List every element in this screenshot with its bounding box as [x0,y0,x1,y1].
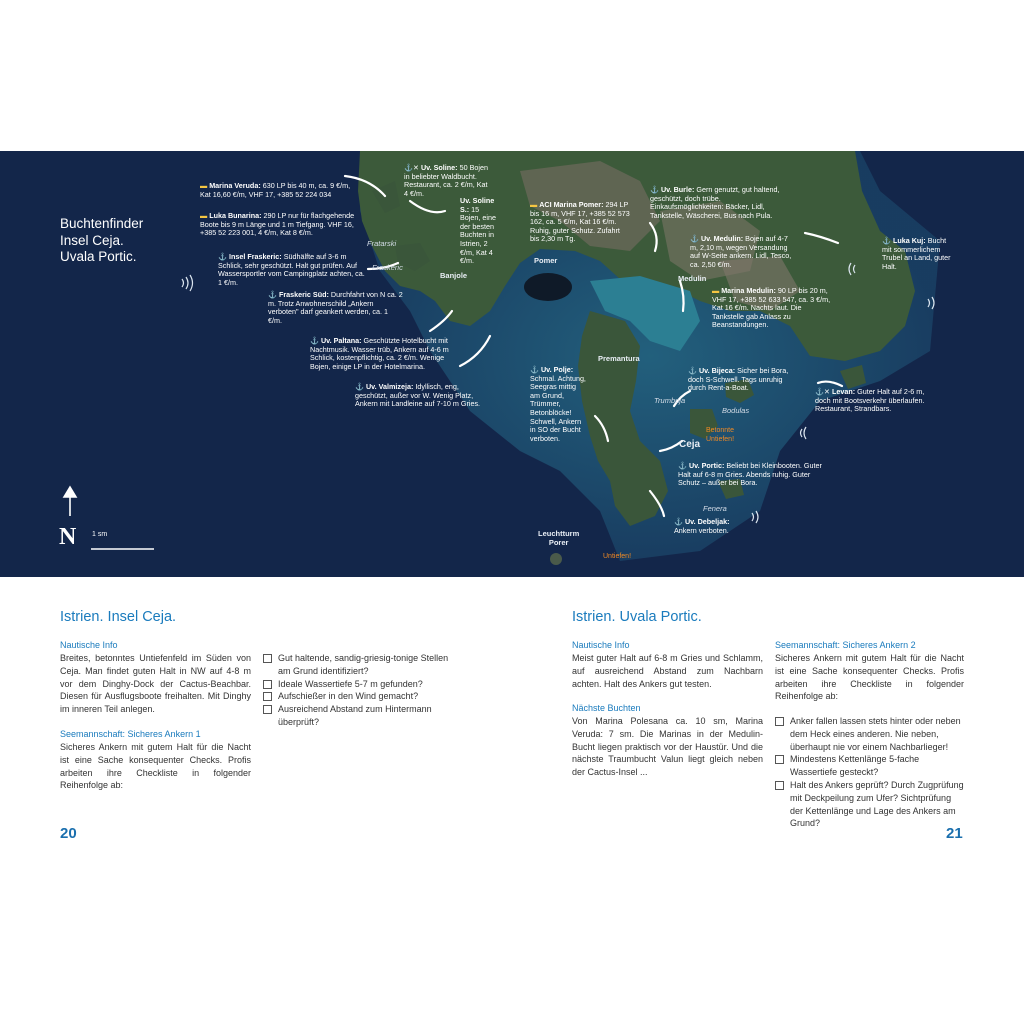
label-uv-paltana-name: Uv. Paltana: [320,336,362,345]
warning-betonnte-untiefen: Betonnte Untiefen! [706,427,735,443]
checklist-item-text: Ideale Wassertiefe 5-7 m gefunden? [278,678,423,689]
label-luka-bunarina-name: Luka Bunarina: [209,211,262,220]
warning-untiefen: Untiefen! [603,553,632,560]
label-uv-bijeca-name: Uv. Bijeca: [698,366,736,375]
right-naechste-text: Von Marina Polesana ca. 10 sm, Marina Veruda: 7 sm. Die Marinas in der Medulin-Bucht liegen praktisch vor der Haustür. Und die nächste Traumbucht Valun liegt gleich neben der Cactus-Insel ... [572,716,763,778]
label-luka-kuj-text: Bucht mit sommerlichem Trubel an Land, guter Halt. [882,236,951,271]
checklist-item-text: Ausreichend Abstand zum Hintermann überprüft? [278,704,432,727]
label-uv-burle: ⚓ Uv. Burle: Gern genutzt, gut haltend, geschützt, doch trübe. Einkaufsmöglichkeiten: Bäcker, Lidl, Tankstelle, Wäscherei, Bus nach Pula. [650,185,780,220]
buchtenfinder-title [60,216,143,266]
place-fraskeric: Fraskeric [372,263,403,272]
label-uv-paltana-text: Geschützte Hotelbucht mit Nachtmusik. Wasser trüb, Ankern auf 4-6 m Schlick, kostenpflichtig, ca. 2 €/m. Wenige Bojen, einige LP in der Hotelmarina. [310,336,449,371]
label-uv-medulin: ⚓ Uv. Medulin: Bojen auf 4-7 m, 2,10 m, wegen Versandung auf W-Seite ankern. Lidl, Tesco, ca. 2,50 €/m. [690,234,792,269]
right-seemann-heading: Seemannschaft: Sicheres Ankern 2 [775,640,916,650]
label-uv-polje: ⚓ Uv. Polje: Schmal. Achtung, Seegras mittig am Grund, Trümmer, Betonblöcke! Schwell, Ankern in SO der Bucht verboten. [530,365,586,443]
checklist-item-text: Gut haltende, sandig-griesig-tonige Stellen am Grund identifiziert? [278,653,449,676]
label-uv-polje-text: Schmal. Achtung, Seegras mittig am Grund, Trümmer, Betonblöcke! Schwell, Ankern in SO der Bucht verboten. [530,373,586,443]
label-uv-valmizeja: ⚓ Uv. Valmizeja: Idyllisch, eng, geschützt, außer vor W. Wenig Platz, Ankern mit Landleine auf 7-10 m Gries. [355,382,481,409]
label-levan-text: Guter Halt auf 2-6 m, doch mit Bootsverkehr überlaufen. Restaurant, Strandbars. [815,387,925,414]
place-trumbuja: Trumbuja [654,396,686,405]
coastline-map [0,151,1024,577]
label-uv-debeljak-text: Ankern verboten. [674,525,729,535]
north-label: N [59,524,77,550]
label-fraskeric-sued-name: Fraskeric Süd: [278,290,329,299]
page-number-right: 21 [946,825,963,842]
label-marina-medulin-text: 90 LP bis 20 m, VHF 17, +385 52 633 547, ca. 3 €/m, Kat 16 €/m. Nachts laut. Die Tankstelle gab Anlass zu Beanstandungen. [712,286,831,330]
place-leuchtturm-porer: Leuchtturm Porer [538,529,580,547]
checkbox-icon [775,755,784,764]
label-insel-fraskeric-text: Südhälfte auf 3-6 m Schlick, sehr geschützt. Halt gut prüfen. Auf Wassersportler vom Campingplatz achten, ca. 1 €/m. [218,252,365,287]
finder-line-2: Insel Ceja. [60,232,124,248]
label-aci-marina-pomer-name: ACI Marina Pomer: [539,200,604,209]
checkbox-icon [263,705,272,714]
label-insel-fraskeric: ⚓ Insel Fraskeric: Südhälfte auf 3-6 m Schlick, sehr geschützt. Halt gut prüfen. Auf Wassersportler vom Campingplatz achten, ca. 1 €/m. [218,252,365,287]
label-uv-burle-text: Gern genutzt, gut haltend, geschützt, doch trübe. Einkaufsmöglichkeiten: Bäcker, Lidl, Tankstelle, Wäscherei, Bus nach Pula. [650,185,780,220]
left-seemann-text: Sicheres Ankern mit gutem Halt für die Nacht ist eine Sache konsequenter Checks. Profis arbeiten ihre Checkliste in folgender Reihenfolge ab: [60,742,251,791]
checklist-item [263,703,453,729]
scale-label: 1 sm [92,531,108,538]
label-uv-soline-s-text: 15 Bojen, eine der besten Buchten in Istrien, 2 €/m, Kat 4 €/m. [460,204,496,266]
label-uv-bijeca-text: Sicher bei Bora, doch S-Schwell. Tags unruhig durch Rent-a-Boat. [688,366,789,393]
checkbox-icon [775,781,784,790]
label-luka-bunarina-text: 290 LP nur für flachgehende Boote bis 9 m Länge und 1 m Tiefgang. VHF 16, +385 52 223 001, 4 €/m, Kat 8 €/m. [200,211,355,238]
checklist-item [263,652,453,678]
label-uv-bijeca: ⚓ Uv. Bijeca: Sicher bei Bora, doch S-Schwell. Tags unruhig durch Rent-a-Boat. [688,366,789,393]
place-bodulas: Bodulas [722,406,750,415]
place-fenera: Fenera [703,504,727,513]
label-uv-burle-name: Uv. Burle: [660,185,695,194]
checklist-item-text: Halt des Ankers geprüft? Durch Zugprüfung mit Deckpeilung zum Ufer? Sichtprüfung der Kettenlänge und Lage des Ankers am Grund? [790,779,964,829]
label-uv-portic-text: Beliebt bei Kleinbooten. Guter Halt auf 6-8 m Gries. Abends ruhig. Guter Schutz – außer bei Bora. [678,461,822,488]
page-number-left: 20 [60,825,77,842]
place-premantura: Premantura [598,354,640,363]
label-marina-veruda-name: Marina Veruda: [209,181,261,190]
label-uv-valmizeja-text: Idyllisch, eng, geschützt, außer vor W. Wenig Platz, Ankern mit Landleine auf 7-10 m Gries. [355,382,481,409]
place-pomer: Pomer [534,256,558,265]
label-uv-portic-name: Uv. Portic: [688,461,725,470]
label-luka-bunarina: ▬ Luka Bunarina: 290 LP nur für flachgehende Boote bis 9 m Länge und 1 m Tiefgang. VHF 16, +385 52 223 001, 4 €/m, Kat 8 €/m. [200,211,355,238]
label-uv-soline-s [460,197,498,266]
label-levan-name: Levan: [831,387,856,396]
finder-line-1: Buchtenfinder [60,216,144,231]
right-nautische-text: Meist guter Halt auf 6-8 m Gries und Schlamm, auf ausreichend Abstand zum Nachbarn achten. Halt des Ankers gut testen. [572,653,763,689]
label-luka-kuj-name: Luka Kuj: [892,236,926,245]
left-page-title: Istrien. Insel Ceja. [60,609,177,625]
label-fraskeric-sued: ⚓ Fraskeric Süd: Durchfahrt von N ca. 2 m. Trotz Anwohnerschild „Ankern verboten" darf geankert werden, ca. 1 €/m. [268,290,403,325]
left-seemann-heading: Seemannschaft: Sicheres Ankern 1 [60,729,201,739]
label-marina-veruda: ▬ Marina Veruda: 630 LP bis 40 m, ca. 9 €/m, Kat 16,60 €/m, VHF 17, +385 52 224 034 [200,181,351,199]
label-luka-kuj: ⚓ Luka Kuj: Bucht mit sommerlichem Trubel an Land, guter Halt. [882,236,951,271]
label-aci-marina-pomer-text: 294 LP bis 16 m, VHF 17, +385 52 573 162, ca. 5 €/m, Kat 16 €/m. Ruhig, guter Schutz. Zufahrt bis 2,30 m Tg. [530,200,630,244]
checklist-item [775,779,965,830]
label-uv-soline-name: Uv. Soline: [420,163,458,172]
label-marina-medulin-name: Marina Medulin: [721,286,776,295]
place-banjole: Banjole [440,271,468,280]
finder-line-3: Uvala Portic. [60,249,137,264]
label-uv-soline: ⚓✕ Uv. Soline: 50 Bojen in beliebter Waldbucht. Restaurant, ca. 2 €/m, Kat 4 €/m. [404,163,488,198]
left-nautische-heading: Nautische Info [60,640,118,650]
label-uv-debeljak-name: Uv. Debeljak: [684,517,730,526]
label-uv-medulin-text: Bojen auf 4-7 m, 2,10 m, wegen Versandung auf W-Seite ankern. Lidl, Tesco, ca. 2,50 €/m. [690,234,792,269]
checklist-item [263,678,453,691]
label-aci-marina-pomer: ▬ ACI Marina Pomer: 294 LP bis 16 m, VHF 17, +385 52 573 162, ca. 5 €/m, Kat 16 €/m. Ruhig, guter Schutz. Zufahrt bis 2,30 m Tg. [530,200,630,244]
chart-map [0,151,1024,577]
checklist-item [263,690,453,703]
checklist-item-text: Mindestens Kettenlänge 5-fache Wassertiefe gesteckt? [790,754,920,778]
checklist-item-text: Anker fallen lassen stets hinter oder neben dem Heck eines anderen. Nie neben, überhaupt nie vor einem Nachbarlieger! [790,716,961,752]
place-fratarski: Fratarski [367,239,397,248]
checkbox-icon [775,717,784,726]
label-uv-valmizeja-name: Uv. Valmizeja: [365,382,414,391]
label-uv-paltana: ⚓ Uv. Paltana: Geschützte Hotelbucht mit Nachtmusik. Wasser trüb, Ankern auf 4-6 m Schlick, kostenpflichtig, ca. 2 €/m. Wenige Bojen, einige LP in der Hotelmarina. [310,336,449,371]
label-marina-medulin: ▬ Marina Medulin: 90 LP bis 20 m, VHF 17, +385 52 633 547, ca. 3 €/m, Kat 16 €/m. Nachts laut. Die Tankstelle gab Anlass zu Beanstandungen. [712,286,831,330]
place-ceja: Ceja [679,439,701,450]
label-marina-veruda-text: 630 LP bis 40 m, ca. 9 €/m, Kat 16,60 €/m, VHF 17, +385 52 224 034 [200,181,351,199]
label-uv-debeljak: ⚓ Uv. Debeljak: Ankern verboten. [674,517,730,535]
right-nautische-heading: Nautische Info [572,640,630,650]
right-page-title: Istrien. Uvala Portic. [572,609,702,625]
left-checklist [263,652,453,729]
right-seemann-text: Sicheres Ankern mit gutem Halt für die Nacht ist eine Sache konsequenter Checks. Profis arbeiten ihre Checkliste in folgender Reihenfolge ab: [775,653,964,702]
label-levan: ⚓✕ Levan: Guter Halt auf 2-6 m, doch mit Bootsverkehr überlaufen. Restaurant, Strandbars. [815,387,925,414]
right-naechste-heading: Nächste Buchten [572,703,641,713]
checklist-item-text: Aufschießer in den Wind gemacht? [278,691,419,702]
label-uv-soline-s-name: Uv. Soline S.: [460,196,495,214]
label-uv-medulin-name: Uv. Medulin: [700,234,744,243]
place-medulin: Medulin [678,274,707,283]
label-insel-fraskeric-name: Insel Fraskeric: [228,252,282,261]
label-uv-soline-text: 50 Bojen in beliebter Waldbucht. Restaurant, ca. 2 €/m, Kat 4 €/m. [404,163,488,198]
right-checklist [775,715,965,830]
left-nautische-text: Breites, betonntes Untiefenfeld im Süden von Ceja. Man findet guten Halt in NW auf 4-8 m vor dem Dinghy-Dock der Cactus-Beachbar. Diesen für Ausflugsboote freihalten. Mit Dinghy im inneren Teil anlegen. [60,653,251,715]
label-uv-portic: ⚓ Uv. Portic: Beliebt bei Kleinbooten. Guter Halt auf 6-8 m Gries. Abends ruhig. Guter Schutz – außer bei Bora. [678,461,822,488]
checklist-item [775,715,965,753]
label-fraskeric-sued-text: Durchfahrt von N ca. 2 m. Trotz Anwohnerschild „Ankern verboten" darf geankert werden, ca. 1 €/m. [268,290,403,325]
label-uv-polje-name: Uv. Polje: [540,365,574,374]
checkbox-icon [263,692,272,701]
checklist-item [775,753,965,779]
checkbox-icon [263,654,272,663]
checkbox-icon [263,680,272,689]
